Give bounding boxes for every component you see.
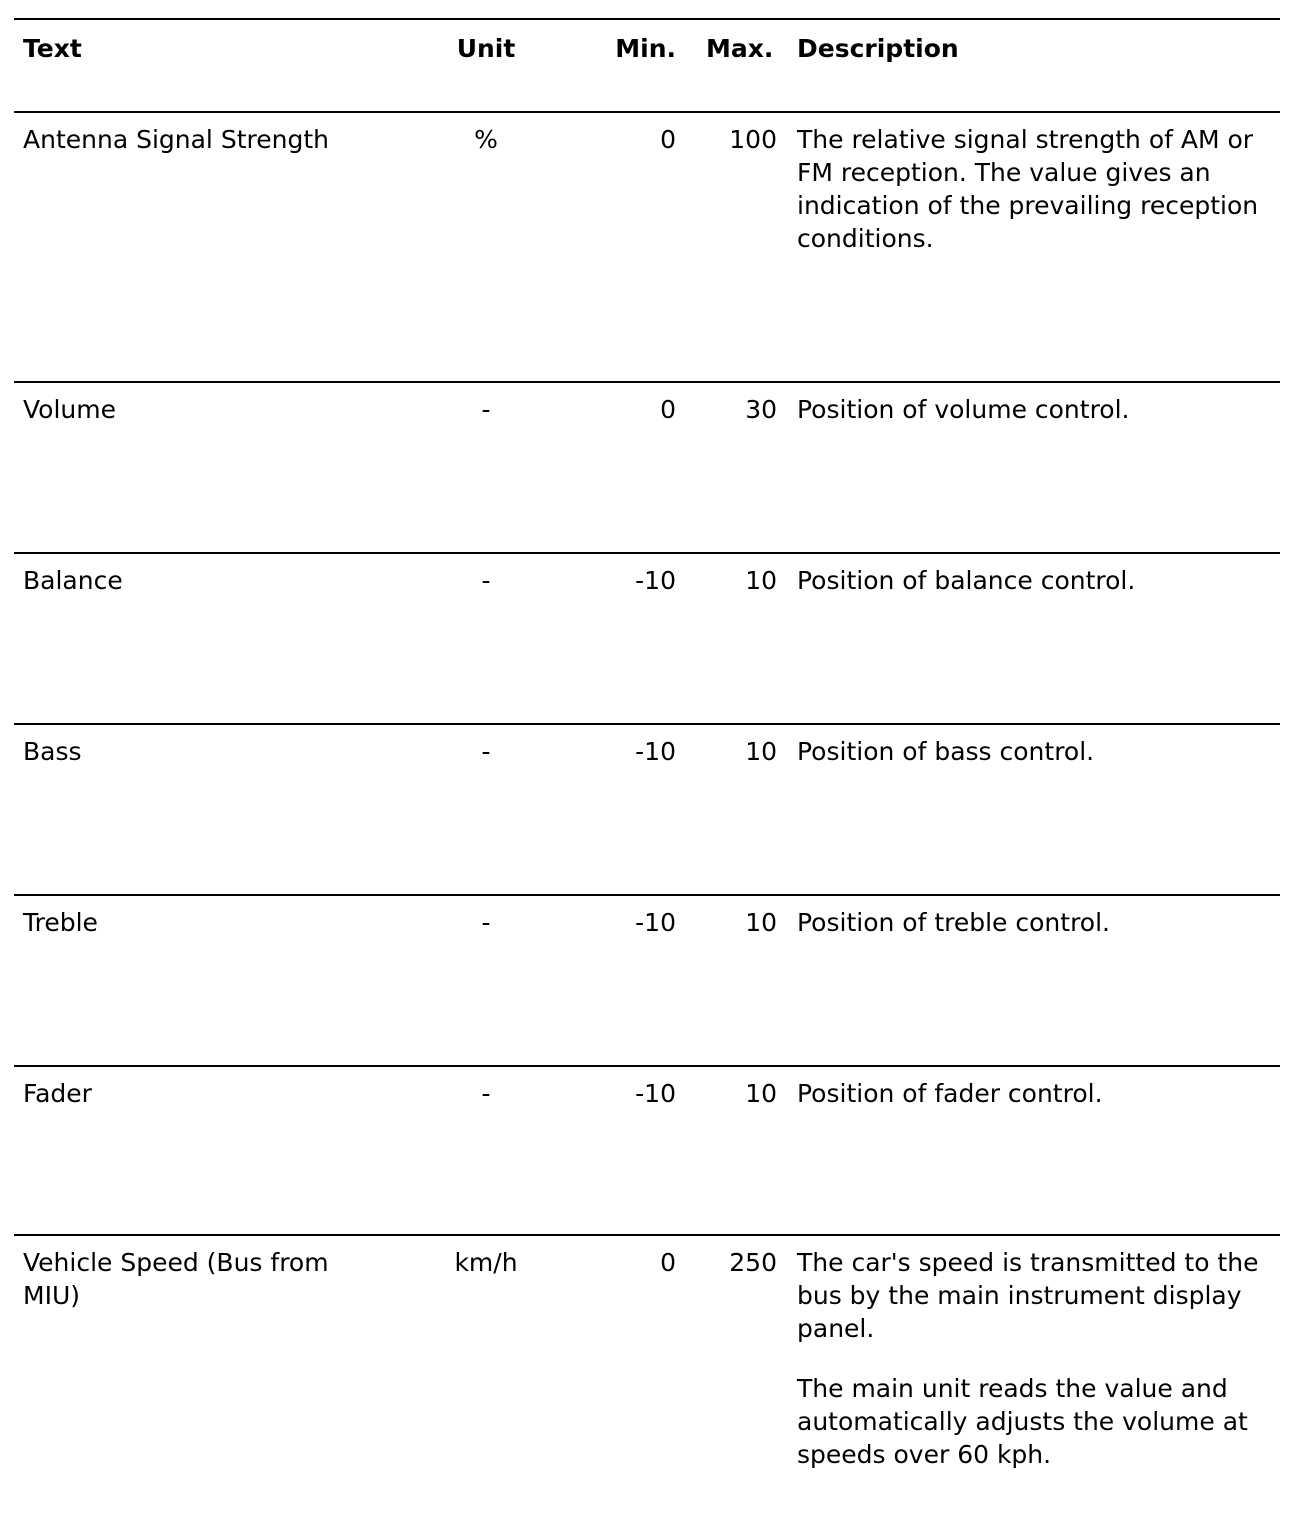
header-text: Text — [23, 34, 82, 63]
cell-min: -10 — [635, 566, 676, 595]
description-paragraph: Position of treble control. — [797, 908, 1110, 937]
cell-description — [791, 553, 1280, 724]
cell-text: Balance — [23, 566, 123, 595]
description-paragraph: Position of fader control. — [797, 1079, 1103, 1108]
cell-max: 10 — [745, 1079, 777, 1108]
cell-min: 0 — [660, 1248, 676, 1277]
cell-description — [791, 1066, 1280, 1235]
cell-description — [791, 1235, 1280, 1503]
header-max: Max. — [706, 34, 774, 63]
cell-text: Volume — [23, 395, 116, 424]
cell-max: 10 — [745, 908, 777, 937]
cell-description — [791, 112, 1280, 382]
cell-min: 0 — [660, 125, 676, 154]
cell-unit: % — [474, 125, 498, 154]
parameter-table-sheet — [14, 18, 1280, 1503]
table-row-bass — [14, 724, 1280, 895]
cell-unit: - — [481, 1079, 491, 1108]
cell-unit: - — [481, 737, 491, 766]
cell-description — [791, 382, 1280, 553]
header-description: Description — [797, 34, 959, 63]
table-header — [14, 19, 1280, 112]
table-row-antenna-signal-strength — [14, 112, 1280, 382]
cell-unit: - — [481, 566, 491, 595]
cell-max: 10 — [745, 737, 777, 766]
cell-text: Vehicle Speed (Bus from MIU) — [23, 1248, 329, 1310]
table-row-treble — [14, 895, 1280, 1066]
cell-description — [791, 895, 1280, 1066]
cell-text: Bass — [23, 737, 82, 766]
cell-min: -10 — [635, 908, 676, 937]
cell-min: -10 — [635, 737, 676, 766]
cell-unit: - — [481, 908, 491, 937]
table-row-fader — [14, 1066, 1280, 1235]
parameter-table — [14, 18, 1280, 1503]
table-body — [14, 112, 1280, 1503]
description-paragraph: Position of volume control. — [797, 395, 1130, 424]
cell-text: Antenna Signal Strength — [23, 125, 329, 154]
cell-text: Fader — [23, 1079, 92, 1108]
cell-max: 250 — [729, 1248, 777, 1277]
cell-max: 30 — [745, 395, 777, 424]
cell-unit: - — [481, 395, 491, 424]
header-row — [14, 19, 1280, 112]
header-min: Min. — [615, 34, 676, 63]
cell-min: -10 — [635, 1079, 676, 1108]
table-row-balance — [14, 553, 1280, 724]
table-row-vehicle-speed — [14, 1235, 1280, 1503]
description-paragraph: Position of bass control. — [797, 737, 1095, 766]
description-paragraph: The relative signal strength of AM or FM reception. The value gives an indication of the prevailing reception conditions. — [797, 125, 1259, 253]
description-paragraph: The main unit reads the value and automatically adjusts the volume at speeds over 60 kph. — [797, 1374, 1248, 1469]
cell-unit: km/h — [454, 1248, 518, 1277]
cell-max: 10 — [745, 566, 777, 595]
description-paragraph: Position of balance control. — [797, 566, 1136, 595]
description-paragraph: The car's speed is transmitted to the bus by the main instrument display panel. — [797, 1248, 1259, 1343]
header-unit: Unit — [456, 34, 516, 63]
table-row-volume — [14, 382, 1280, 553]
cell-max: 100 — [729, 125, 777, 154]
cell-description — [791, 724, 1280, 895]
cell-text: Treble — [23, 908, 98, 937]
cell-min: 0 — [660, 395, 676, 424]
